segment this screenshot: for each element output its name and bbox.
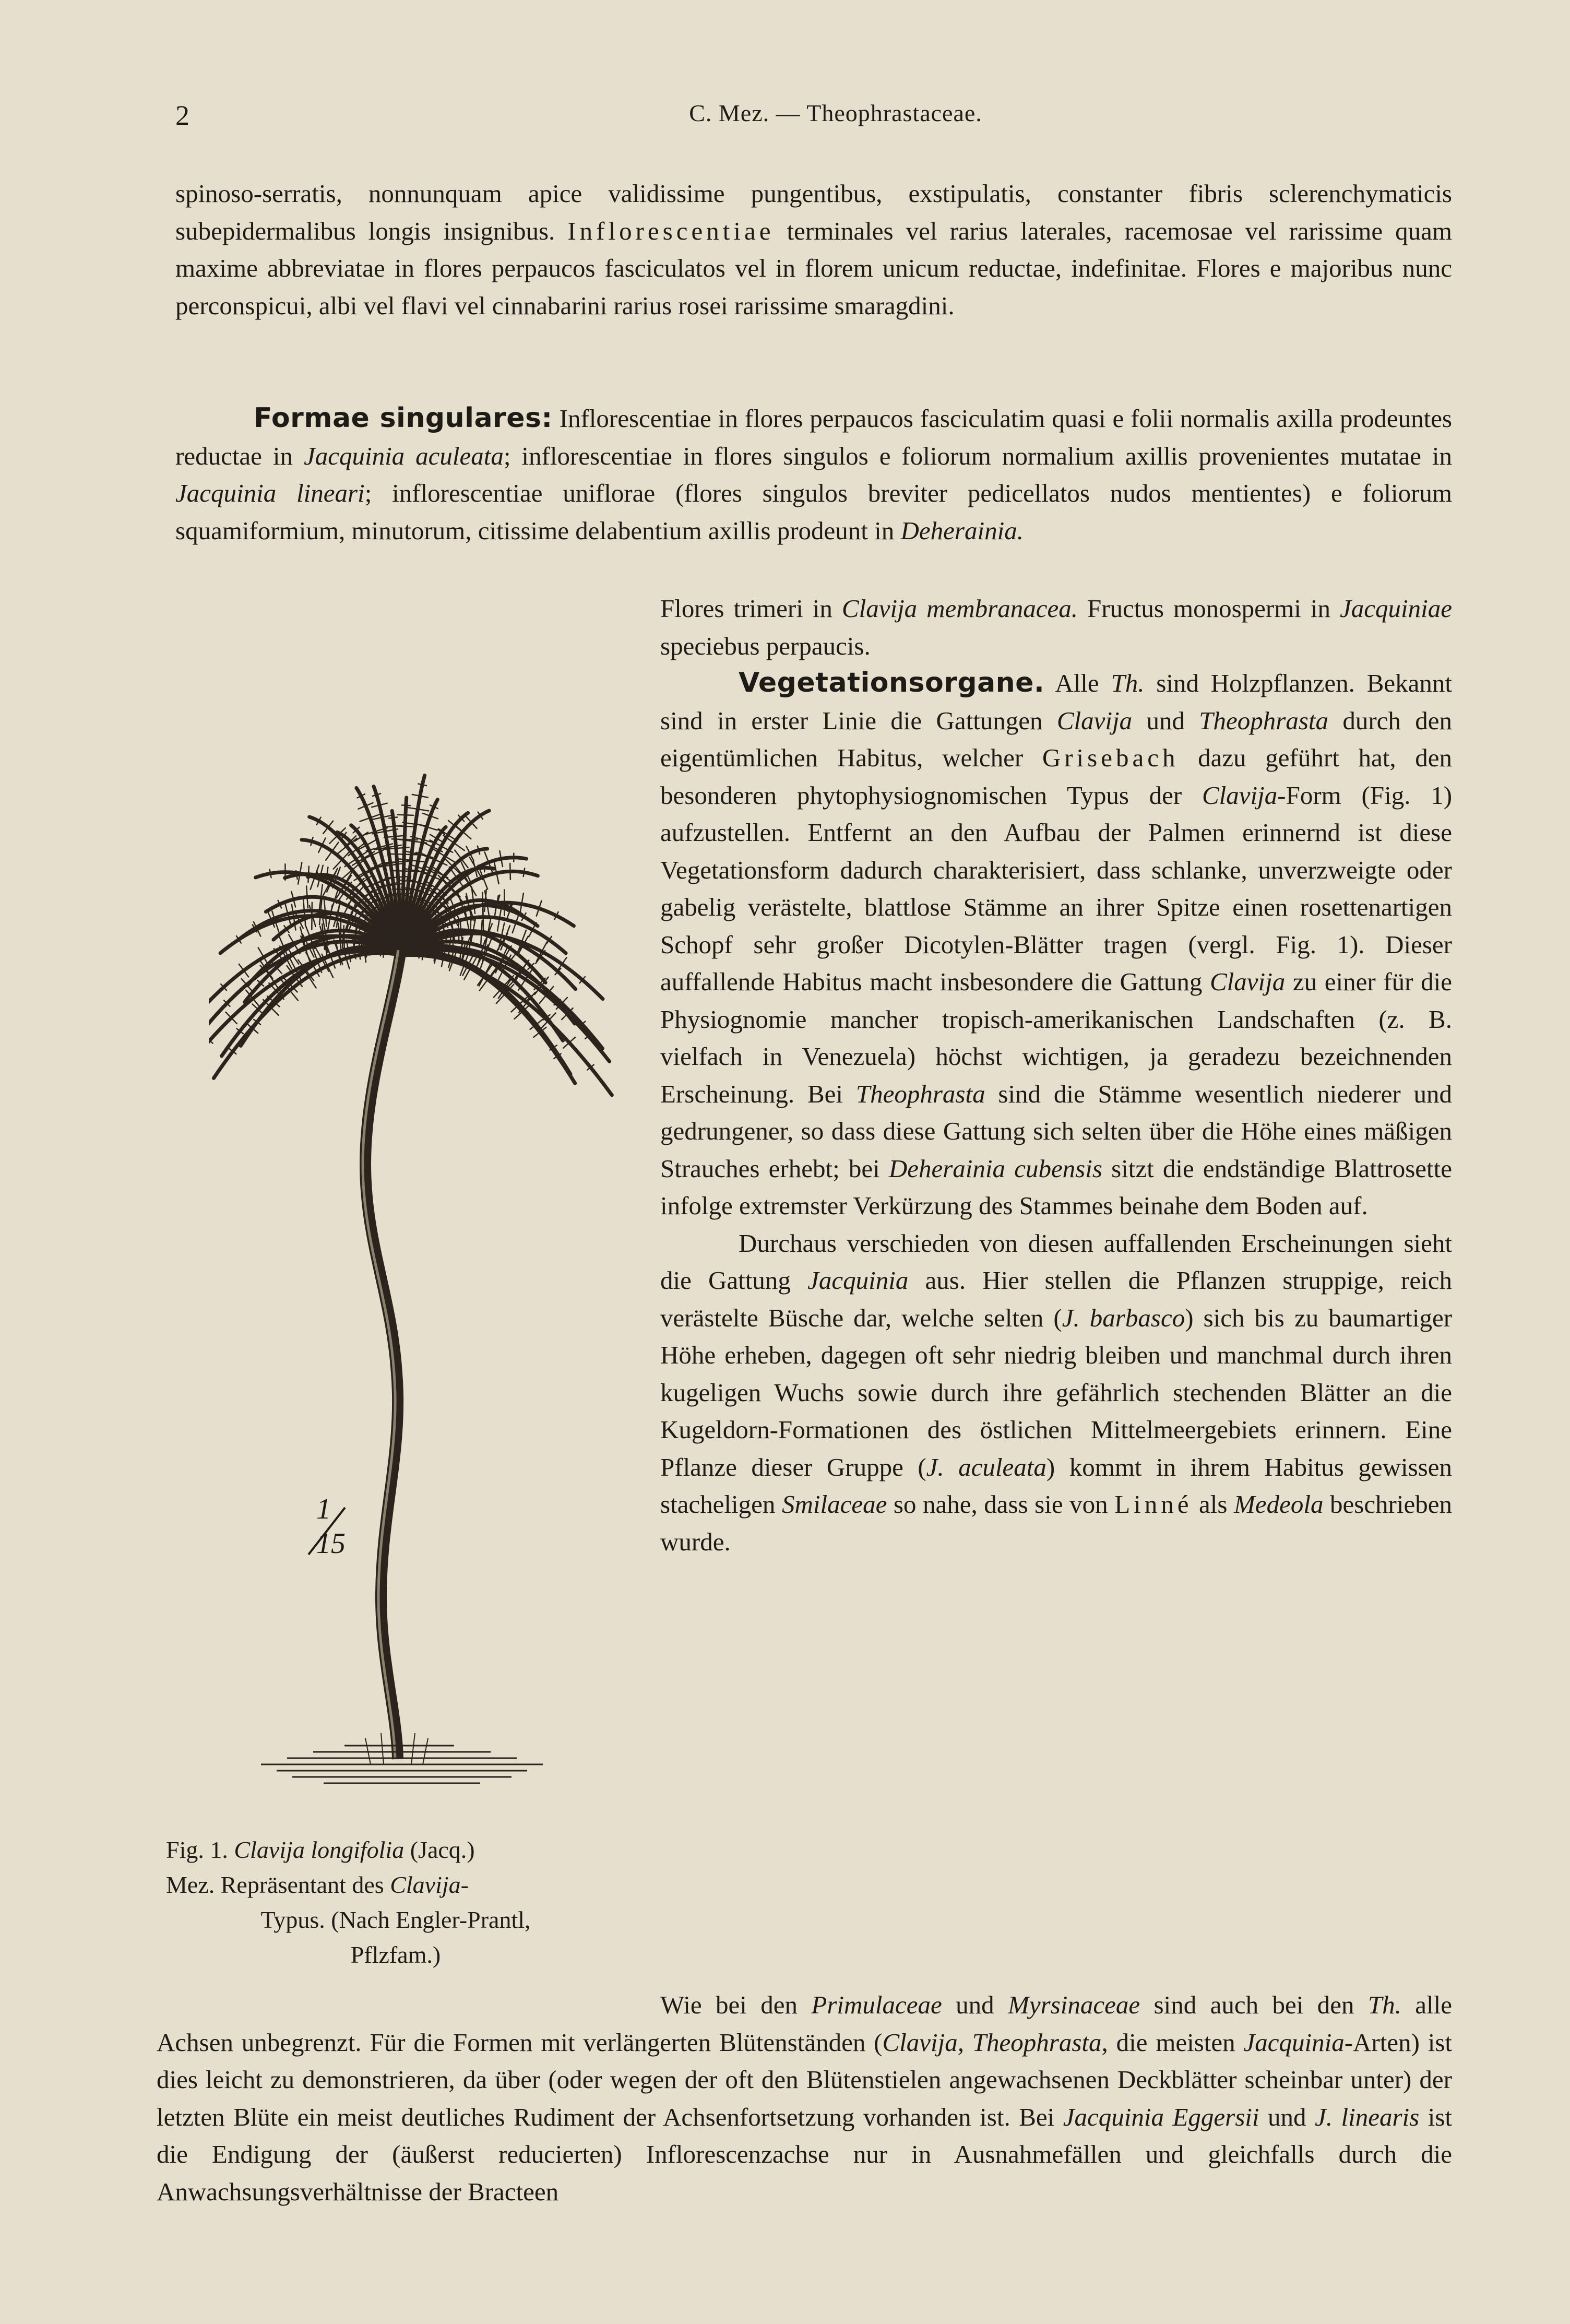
leaf-hatch xyxy=(384,861,411,863)
figure-caption xyxy=(166,1832,625,1972)
body-text: durch den eigentümlichen Habitus, welcher xyxy=(660,706,1452,772)
taxon: Clavija longifolia xyxy=(234,1836,405,1863)
running-title: C. Mez. — Theophrastaceae. xyxy=(689,100,982,126)
leaf-hatch xyxy=(317,871,318,879)
figure-clavija-illustration xyxy=(209,616,637,1843)
caption-text: (Jacq.) xyxy=(404,1836,475,1863)
leaf-hatch xyxy=(462,872,476,896)
taxon: Jacquinia xyxy=(1243,2027,1345,2057)
leaf-hatch xyxy=(422,951,423,959)
page-header xyxy=(175,99,1459,136)
taxon: Jacquinia xyxy=(807,1266,909,1295)
leaf-stroke xyxy=(241,947,402,1046)
leaf-hatch xyxy=(524,868,525,876)
leaf-hatch xyxy=(326,843,338,860)
leaf-hatch xyxy=(443,835,464,850)
body-text: ) sich bis zu baumartiger Höhe erheben, dagegen oft sehr niedrig bleiben und manchmal durch ihren kugeligen Wuchs sowie durch ihre gefährlich stechenden Blätter an die Kugeldorn-Formationen des östlichen Mittelmeergebiets erinnern. Eine Pflanze dieser Gruppe ( xyxy=(660,1303,1453,1481)
taxon: Deherainia. xyxy=(900,516,1024,545)
leaf-hatch xyxy=(390,854,418,855)
taxon: Jacquinia aculeata xyxy=(303,441,504,470)
taxon: Clavija xyxy=(390,1871,461,1898)
taxon: Theophrasta xyxy=(855,1079,985,1108)
taxon: Medeola xyxy=(1234,1490,1324,1519)
author-name: Grisebach xyxy=(1042,743,1179,772)
taxon: Clavija, Theophrasta xyxy=(882,2027,1102,2057)
formae-text: Inflorescentiae in flores perpaucos fasciculatim quasi e folii normalis axilla prodeuntes reductae in xyxy=(175,404,1453,470)
taxon: Clavija xyxy=(1202,780,1278,810)
page-number: 2 xyxy=(175,100,190,131)
taxon: Jacquinia lineari xyxy=(175,479,365,507)
taxon: Clavija xyxy=(1056,706,1133,735)
body-text: als xyxy=(1192,1490,1234,1519)
body-text: aus. Hier stellen die Pflanzen struppige, reich verästelte Büsche dar, welche selten ( xyxy=(660,1266,1452,1332)
closing-paragraph xyxy=(157,1986,1452,2210)
body-text: Alle xyxy=(1044,669,1111,697)
formae-text: ; inflorescentiae in flores singulos e foliorum normalium axillis provenientes mutatae in xyxy=(503,441,1452,470)
intro-text: spinoso-serratis, nonnunquam apice validissime pungentibus, exstipulatis, constanter fibris sclerenchymaticis subepidermalibus longis insignibus. xyxy=(175,179,1452,245)
taxon: Jacquinia Eggersii xyxy=(1063,2102,1259,2131)
leaf-hatch xyxy=(418,784,426,786)
taxon: Primulaceae xyxy=(811,1990,942,2019)
taxon: J. barbasco xyxy=(1062,1303,1185,1332)
leaf-hatch xyxy=(270,869,271,878)
section-heading-vegetation: Vegetationsorgane. xyxy=(739,667,1045,698)
leaf-hatch xyxy=(389,817,397,818)
body-text: Durchaus verschieden von diesen auffallenden Erscheinungen sieht die Gattung xyxy=(660,1228,1452,1295)
body-text: so nahe, dass sie von xyxy=(887,1490,1115,1519)
leaf-hatch xyxy=(394,826,416,827)
body-text: alle Achsen unbegrenzt. Für die Formen mit verlängerten Blütenständen ( xyxy=(157,1990,1453,2057)
taxon: J. linearis xyxy=(1315,2102,1420,2131)
body-text: -Form (Fig. 1) aufzustellen. Entfernt an den Aufbau der Palmen erinnernd ist diese Vegetationsform dadurch charakterisiert, dass schlanke, unverzweigte oder gabelig verästelte, blattlose Stämme an ihrer Spitze einen rosettenartigen Schopf sehr großer Dicotylen-Blätter tragen (vergl. Fig. 1). Dieser auffallende Habitus macht insbesondere die Gattung xyxy=(660,780,1453,996)
taxon: Clavija xyxy=(1209,967,1286,996)
leaf-hatch xyxy=(306,886,308,908)
body-text: sind Holzpflanzen. Bekannt sind in erster Linie die Gattungen xyxy=(660,669,1452,735)
formae-text: ; inflorescentiae uniflorae (flores singulos breviter pedicellatos nudos mentientes) e foliorum squamiformium, minutorum, citissime delabentium axillis prodeunt in xyxy=(175,479,1452,545)
term-inflorescentiae: Inflorescentiae xyxy=(567,216,775,245)
taxon: Theophrasta xyxy=(1199,706,1329,735)
caption-text: Typus. (Nach Engler-Prantl, xyxy=(260,1906,531,1933)
taxon: Th. xyxy=(1111,669,1145,697)
body-text: und xyxy=(942,1990,1008,2019)
formae-text: Flores trimeri in xyxy=(660,594,842,623)
body-text: und xyxy=(1259,2102,1315,2131)
caption-text: Pflzfam.) xyxy=(350,1941,441,1968)
formae-text: speciebus perpaucis. xyxy=(660,631,871,660)
leaf-hatch xyxy=(481,921,482,946)
taxon: Clavija membranacea. xyxy=(841,594,1078,623)
main-column xyxy=(660,590,1452,1560)
body-text: und xyxy=(1132,706,1199,735)
author-name: Linné xyxy=(1114,1490,1193,1519)
body-text: , die meisten xyxy=(1101,2027,1244,2057)
body-text: Wie bei den xyxy=(660,1990,812,2019)
body-text: beschrieben wurde. xyxy=(660,1490,1452,1556)
leaf-hatch xyxy=(385,876,411,878)
taxon: Jacquiniae xyxy=(1340,594,1453,623)
intro-text-cont: terminales vel rarius laterales, racemosae vel rarissime quam maxime abbreviatae in flores perpaucos fasciculatos vel in florem unicum reductae, indefinitae. Flores e majoribus nunc perconspicui, albi vel flavi vel cinnabarini rarius rosei rarissime smaragdini. xyxy=(175,216,1452,320)
formae-paragraph xyxy=(175,400,1452,549)
body-text: sitzt die endständige Blattrosette infolge extremster Verkürzung des Stammes beinahe dem Boden auf. xyxy=(660,1154,1453,1220)
section-heading-formae: Formae singulares: xyxy=(254,402,553,434)
scale-denominator: 15 xyxy=(316,1527,346,1560)
scale-fraction xyxy=(301,1493,358,1566)
caption-text: Mez. Repräsentant des xyxy=(166,1871,390,1898)
taxon: Th. xyxy=(1367,1990,1401,2019)
taxon: Smilaceae xyxy=(781,1490,887,1519)
taxon: Deherainia cubensis xyxy=(888,1154,1102,1183)
intro-paragraph xyxy=(175,175,1452,324)
taxon: Myrsinaceae xyxy=(1008,1990,1140,2019)
scale-numerator: 1 xyxy=(316,1493,331,1525)
body-text: sind auch bei den xyxy=(1140,1990,1368,2019)
body-text: -Arten) ist dies leicht zu demonstrieren, da über (oder wegen der oft den Blütenstielen angewachsenen Deckblätter scheinbar unter) der letzten Blüte ein meist deutliches Rudiment der Achsenfortsetzung vorhanden ist. Bei xyxy=(157,2027,1452,2131)
body-text: ist die Endigung der (äußerst reducierten) Inflorescenzachse nur in Ausnahmefällen und gleichfalls durch die Anwachsungsverhältnisse der Bracteen xyxy=(157,2102,1453,2206)
caption-text: Fig. 1. xyxy=(166,1836,234,1863)
caption-text: - xyxy=(460,1871,469,1898)
body-text: zu einer für die Physiognomie mancher tropisch-amerikanischen Landschaften (z. B. vielfach in Venezuela) höchst wichtigen, ja geradezu bezeichnenden Erscheinung. Bei xyxy=(660,967,1452,1108)
body-text: sind die Stämme wesentlich niederer und gedrungener, so dass diese Gattung sich selten über die Höhe eines mäßigen Strauches erhebt; bei xyxy=(660,1079,1452,1183)
body-text: ) kommt in ihrem Habitus gewissen stacheligen xyxy=(660,1452,1452,1519)
taxon: J. aculeata xyxy=(926,1452,1046,1481)
formae-text: Fructus monospermi in xyxy=(1078,594,1340,623)
body-text: dazu geführt hat, den besonderen phytophysiognomischen Typus der xyxy=(660,743,1453,810)
palm-tree-illustration xyxy=(209,616,637,1843)
